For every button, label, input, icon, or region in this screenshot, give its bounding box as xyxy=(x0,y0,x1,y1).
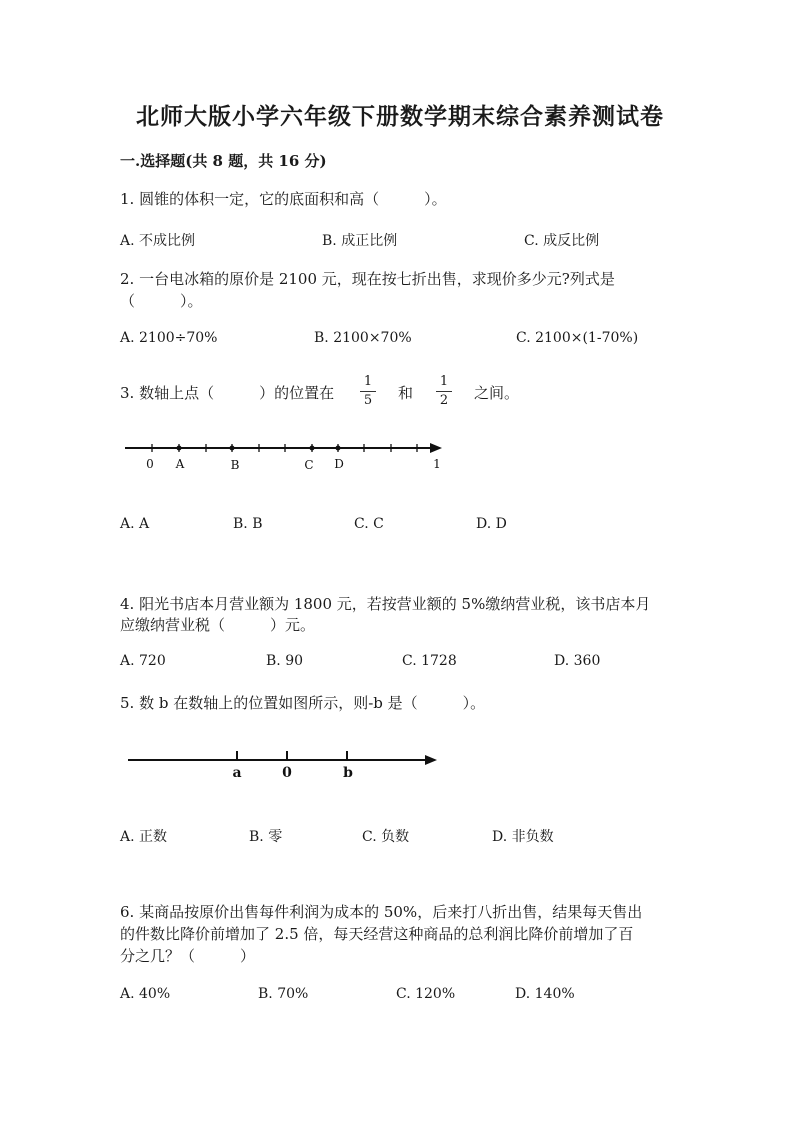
question-3-and: 和 xyxy=(398,384,414,402)
label-b: b xyxy=(343,765,353,781)
point-c-dot xyxy=(310,446,315,451)
question-6-line-2: 的件数比降价前增加了 2.5 倍，每天经营这种商品的总利润比降价前增加了百 xyxy=(120,925,634,943)
question-5-option-d[interactable]: D. 非负数 xyxy=(492,829,554,845)
question-3-option-a[interactable]: A. A xyxy=(120,516,150,532)
point-d-dot xyxy=(336,446,341,451)
question-4-line-1: 4. 阳光书店本月营业额为 1800 元，若按营业额的 5%缴纳营业税，该书店本月 xyxy=(120,595,651,613)
question-2-option-b[interactable]: B. 2100×70% xyxy=(314,330,412,346)
label-zero: 0 xyxy=(146,457,154,471)
question-6-line-3: 分之几？（ ） xyxy=(120,947,256,965)
fraction-numerator: 1 xyxy=(363,374,373,389)
question-4-option-d[interactable]: D. 360 xyxy=(554,653,601,669)
axis-ticks xyxy=(237,751,347,760)
section-heading: 一.选择题(共 8 题，共 16 分) xyxy=(120,152,327,170)
question-6-line-1: 6. 某商品按原价出售每件利润为成本的 50%，后来打八折出售，结果每天售出 xyxy=(120,903,643,921)
question-4-option-b[interactable]: B. 90 xyxy=(266,653,304,669)
question-5-option-a[interactable]: A. 正数 xyxy=(120,829,168,845)
question-4-line-2: 应缴纳营业税（ ）元。 xyxy=(120,616,316,634)
question-1-option-c[interactable]: C. 成反比例 xyxy=(524,233,600,249)
question-3-option-b[interactable]: B. B xyxy=(233,516,263,532)
number-line-q5 xyxy=(0,745,800,785)
label-d: D xyxy=(334,457,344,471)
label-zero: 0 xyxy=(282,765,292,781)
question-2-option-c[interactable]: C. 2100×(1-70%) xyxy=(516,330,639,346)
question-5-option-b[interactable]: B. 零 xyxy=(249,829,283,845)
fraction-one-half xyxy=(434,374,454,409)
question-2-option-a[interactable]: A. 2100÷70% xyxy=(120,330,218,346)
question-2-line-1: 2. 一台电冰箱的原价是 2100 元，现在按七折出售，求现价多少元?列式是 xyxy=(120,270,615,288)
question-3-prefix: 3. 数轴上点（ ）的位置在 xyxy=(120,384,335,402)
axis-arrow xyxy=(425,755,437,765)
question-3-option-d[interactable]: D. D xyxy=(476,516,507,532)
number-line-q3 xyxy=(0,430,800,480)
label-c: C xyxy=(304,458,314,472)
label-one: 1 xyxy=(433,457,441,471)
fraction-bar xyxy=(436,391,452,392)
fraction-one-fifth xyxy=(358,374,378,409)
point-b-dot xyxy=(230,446,235,451)
fraction-denominator: 2 xyxy=(439,393,449,408)
label-a: A xyxy=(175,457,185,471)
fraction-denominator: 5 xyxy=(363,393,373,408)
label-b: B xyxy=(230,458,240,472)
question-6-option-d[interactable]: D. 140% xyxy=(515,986,575,1002)
question-5-option-c[interactable]: C. 负数 xyxy=(362,829,410,845)
question-6-option-b[interactable]: B. 70% xyxy=(258,986,309,1002)
axis-arrow xyxy=(430,443,442,453)
question-4-option-c[interactable]: C. 1728 xyxy=(402,653,457,669)
fraction-bar xyxy=(360,391,376,392)
question-3-option-c[interactable]: C. C xyxy=(354,516,384,532)
question-6-option-c[interactable]: C. 120% xyxy=(396,986,456,1002)
question-2-line-2: （ ）。 xyxy=(120,292,203,310)
question-1-option-a[interactable]: A. 不成比例 xyxy=(120,233,196,249)
label-a: a xyxy=(232,765,242,781)
page-title: 北师大版小学六年级下册数学期末综合素养测试卷 xyxy=(136,103,664,130)
question-6-option-a[interactable]: A. 40% xyxy=(120,986,171,1002)
point-a-dot xyxy=(177,446,182,451)
question-3-suffix: 之间。 xyxy=(474,384,520,402)
question-5-text: 5. 数 b 在数轴上的位置如图所示，则-b 是（ ）。 xyxy=(120,694,486,712)
question-4-option-a[interactable]: A. 720 xyxy=(120,653,166,669)
question-1-text: 1. 圆锥的体积一定，它的底面积和高（ ）。 xyxy=(120,190,447,208)
fraction-numerator: 1 xyxy=(439,374,449,389)
question-1-option-b[interactable]: B. 成正比例 xyxy=(322,233,398,249)
